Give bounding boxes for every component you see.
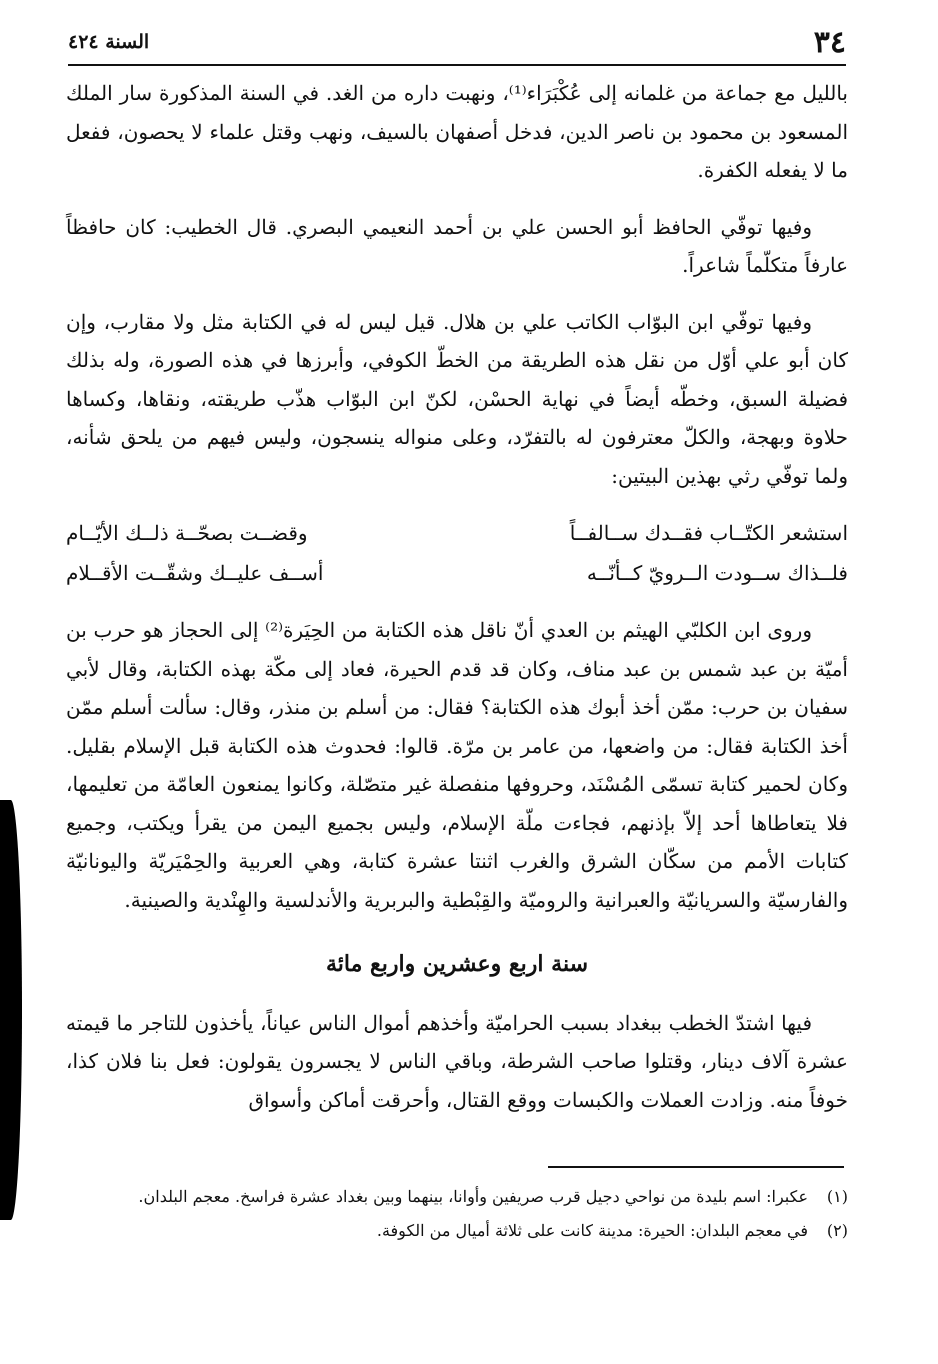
paragraph: فيها اشتدّ الخطب ببغداد بسبب الحراميّة وأخذهم أموال الناس عياناً، يأخذون للتاجر ما قيمته عشرة آلاف دينار، وقتلوا صاحب الشرطة، وباقي الناس لا يجسرون يقولون: فعل بنا فلان كذا، خوفاً منه. وزادت العملات والكبسات ووقع القتال، وأحرقت أماكن وأسواق [66,1010,848,1112]
page-number: ٣٤ [813,24,846,60]
footnote [66,1182,848,1212]
footnote [66,1216,848,1246]
paragraph: وفيها توفّي ابن البوّاب الكاتب علي بن هلال. قيل ليس له في الكتابة مثل ولا مقارب، وإن كان أبو علي أوّل من نقل هذه الطريقة من الخطّ الكوفي، وأبرزها في هذه الصورة، وله بذلك فضيلة السبق، وخطّه أيضاً في نهاية الحسْن، لكنّ ابن البوّاب هذّب طريقته، ونقاها، وكساها حلاوة وبهجة، والكلّ معترفون له بالتفرّد، وعلى منواله ينسجون، وليس فيهم من يلحق شأنه، ولما توفّي رثي بهذين البيتين: [66,309,849,488]
paragraph: وروى ابن الكلبّي الهيثم بن العدي أنّ ناقل هذه الكتابة من الحِيَرة⁽²⁾ إلى الحجاز هو حرب بن أميّة بن عبد شمس بن عبد مناف، وكان قد قدم الحيرة، فعاد إلى مكّة بهذه الكتابة، وقال لأبي سفيان بن حرب: ممّن أخذ أبوك هذه الكتابة؟ فقال: من أسلم بن منذر، وقال: سألت أسلم ممّن أخذ الكتابة فقال: من واضعها، من عامر بن مرّة. قالوا: فحدوث هذه الكتابة قبل الإسلام بقليل. وكان لحمير كتابة تسمّى المُسْنَد، وحروفها منفصلة غير متصّلة، وكانوا يمنعون العامّة من تعليمها، فلا يتعاطاها أحد إلاّ بإذنهم، فجاءت ملّة الإسلام، وليس بجميع اليمن من يقرأ ويكتب، وجميع كتابات الأمم من سكّان الشرق والغرب اثنتا عشرة كتابة، وهي العربية والحِمْيَريّة واليونانيّة والفارسيّة والسريانيّة والعبرانية والروميّة والقِبْطية والبربرية والأندلسية والهِنْدية والصينية. [66,618,848,912]
header-rule [68,64,846,66]
footnote-text: في معجم البلدان: الحيرة: مدينة كانت على ثلاثة أميال من الكوفة. [376,1221,808,1240]
verse-line [66,553,848,593]
verse-hemistich: فلــذاك ســودت الــرويّ كــأنّــه [586,561,848,585]
page-header [68,22,846,62]
paragraph: بالليل مع جماعة من غلمانه إلى عُكْبَرَاء⁽¹⁾، ونهبت داره من الغد. في السنة المذكورة سار الملك المسعود بن محمود بن ناصر الدين، فدخل أصفهان بالسيف، ونهب وقتل علماء لا يحصون، ففعل ما لا يفعله الكفرة. [66,81,848,182]
section-title: سنة اربع وعشرين واربع مائة [325,951,589,977]
verse-hemistich: أســف عليــك وشقّــت الأقــلام [66,561,324,585]
scan-shadow [0,800,22,1220]
paragraph: وفيها توفّي الحافظ أبو الحسن علي بن أحمد النعيمي البصري. قال الخطيب: كان حافظاً عارفاً متكلّماً شاعراً. [66,214,848,277]
footnote-mark: (١) [826,1187,848,1206]
footnotes [66,1182,848,1250]
footnote-mark: (٢) [826,1221,848,1240]
verse-hemistich: وقضــت بصحّــة ذلــك الأيّــام [66,521,308,545]
footnote-text: عكبرا: اسم بليدة من نواحي دجيل قرب صريفين وأوانا، بينهما وبين بغداد عشرة فراسخ. معجم البلدان. [138,1187,808,1206]
running-head: السنة ٤٢٤ [68,31,150,53]
main-text [66,74,848,1137]
verse-line [66,513,848,553]
poem-verses [66,513,848,593]
verse-hemistich: استشعر الكتّــاب فقــدك ســالفــاً [569,521,848,545]
footnote-rule [548,1166,844,1168]
